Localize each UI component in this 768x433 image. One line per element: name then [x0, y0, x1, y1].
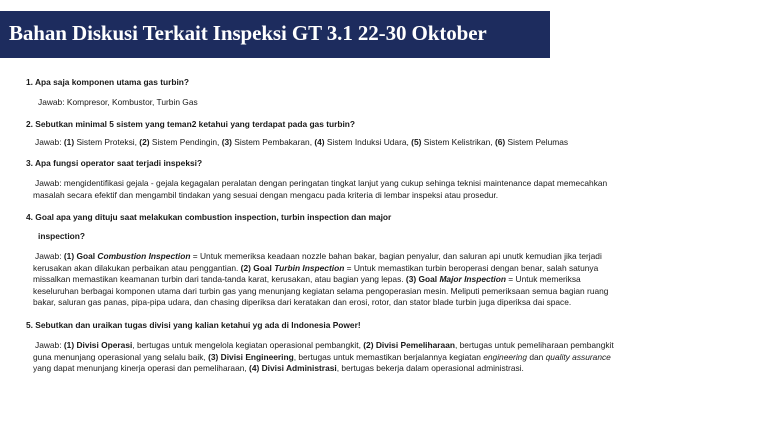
- item-number: (2): [139, 137, 150, 147]
- slide-title: Bahan Diskusi Terkait Inspeksi GT 3.1 22-30 Oktober: [9, 21, 487, 45]
- answer-line: masalah secara efektif dan mengambil tindakan yang sesuai dengan mengacu pada kriteria di lembar inspeksi atau prosedur.: [33, 189, 499, 200]
- item-number: (1): [63, 251, 75, 261]
- item-number: (2): [363, 340, 374, 350]
- goal-label: Goal: [416, 274, 440, 285]
- item-number: (3): [405, 274, 417, 285]
- item-number: (4): [314, 137, 325, 147]
- division-text: , bertugas untuk memastikan berjalannya kegiatan: [293, 351, 484, 362]
- answer-text: kerusakan akan dilakukan perbaikan atau penggantian.: [33, 262, 241, 273]
- item-number: (4): [249, 363, 260, 374]
- division-text: , bertugas untuk pemeliharaan pembangkit: [454, 340, 614, 350]
- answer-4: [35, 251, 755, 309]
- answer-line: keseluruhan berbagai komponen utama dari turbin gas yang menunjang kegiatan selama pengoperasian mesin. Meliputi pemeriksaan semua bagian ruang: [33, 285, 609, 296]
- goal-name: Major Inspection: [439, 274, 506, 285]
- answer-prefix: Jawab:: [35, 137, 64, 147]
- answer-5: [35, 340, 755, 375]
- item-number: (5): [411, 137, 422, 147]
- goal-text: = Untuk memeriksa: [505, 274, 581, 285]
- division-name: Divisi Pemeliharaan: [373, 340, 455, 350]
- system-item: Sistem Pembakaran,: [231, 137, 315, 147]
- goal-name: Turbin Inspection: [274, 262, 345, 273]
- answer-prefix: Jawab:: [35, 340, 64, 350]
- answer-line: [33, 263, 755, 275]
- question-5: 5. Sebutkan dan uraikan tugas divisi yang kalian ketahui yg ada di Indonesia Power!: [26, 320, 361, 330]
- question-3: 3. Apa fungsi operator saat terjadi inspeksi?: [26, 158, 203, 168]
- answer-text: dan: [527, 351, 546, 362]
- division-text: , bertugas bekerja dalam operasional administrasi.: [336, 363, 524, 374]
- division-name: Divisi Operasi: [74, 340, 133, 350]
- system-item: Sistem Proteksi,: [74, 137, 140, 147]
- emphasis-text: engineering: [483, 351, 527, 362]
- answer-line: [33, 274, 755, 286]
- question-4-cont: inspection?: [38, 231, 85, 241]
- goal-name: Combustion Inspection: [97, 251, 191, 261]
- answer-line: [35, 251, 755, 263]
- answer-line: bakar, saluran gas panas, pipa-pipa udara, dan chasing diperiksa dari keratakan dan erosi, rotor, dan stator blade turbin juga diperiksa dai space.: [33, 297, 572, 308]
- goal-text: = Untuk memastikan turbin beroperasi dengan benar, salah satunya: [344, 262, 599, 273]
- division-name: Divisi Engineering: [218, 351, 294, 362]
- item-number: (6): [494, 137, 506, 147]
- division-name: Divisi Administrasi: [259, 363, 337, 374]
- goal-label: Goal: [250, 262, 275, 273]
- answer-text: missalkan memastikan keamanan turbin dari tanda-tanda karat, kerusakan, atau bagian yang lepas.: [33, 274, 406, 285]
- answer-2: [35, 137, 755, 149]
- system-item: Sistem Pelumas: [505, 137, 569, 147]
- goal-label: Goal: [74, 251, 98, 261]
- answer-line: [35, 340, 755, 352]
- system-item: Sistem Pendingin,: [149, 137, 222, 147]
- item-number: (3): [208, 351, 219, 362]
- answer-text: yang dapat menunjang kinerja operasi dan pemeliharaan,: [33, 363, 250, 374]
- emphasis-text: quality assurance: [545, 351, 611, 362]
- question-2: 2. Sebutkan minimal 5 sistem yang teman2 ketahui yang terdapat pada gas turbin?: [26, 119, 356, 129]
- item-number: (1): [63, 137, 75, 147]
- answer-3: [35, 178, 755, 201]
- answer-line: [33, 363, 755, 375]
- question-4: 4. Goal apa yang dituju saat melakukan combustion inspection, turbin inspection dan major: [26, 212, 392, 222]
- question-1: 1. Apa saja komponen utama gas turbin?: [26, 77, 190, 87]
- answer-1: Jawab: Kompresor, Kombustor, Turbin Gas: [38, 97, 198, 107]
- answer-prefix: Jawab:: [35, 251, 64, 261]
- item-number: (3): [221, 137, 232, 147]
- answer-line: Jawab: mengidentifikasi gejala - gejala kegagalan peralatan dengan peringatan tingkat lanjut yang cukup sehinga teknisi maintenance dapat memecahkan: [35, 178, 608, 188]
- answer-line: [33, 352, 755, 364]
- answer-text: guna menunjang operasional yang selalu baik,: [33, 351, 209, 362]
- item-number: (2): [240, 262, 251, 273]
- goal-text: = Untuk memeriksa keadaan nozzle bahan bakar, bagian penyalur, dan saluran api unutk kemudian jika terjadi: [190, 251, 602, 261]
- item-number: (1): [63, 340, 75, 350]
- system-item: Sistem Induksi Udara,: [324, 137, 412, 147]
- division-text: , bertugas untuk mengelola kegiatan operasional pembangkit,: [132, 340, 364, 350]
- system-item: Sistem Kelistrikan,: [421, 137, 495, 147]
